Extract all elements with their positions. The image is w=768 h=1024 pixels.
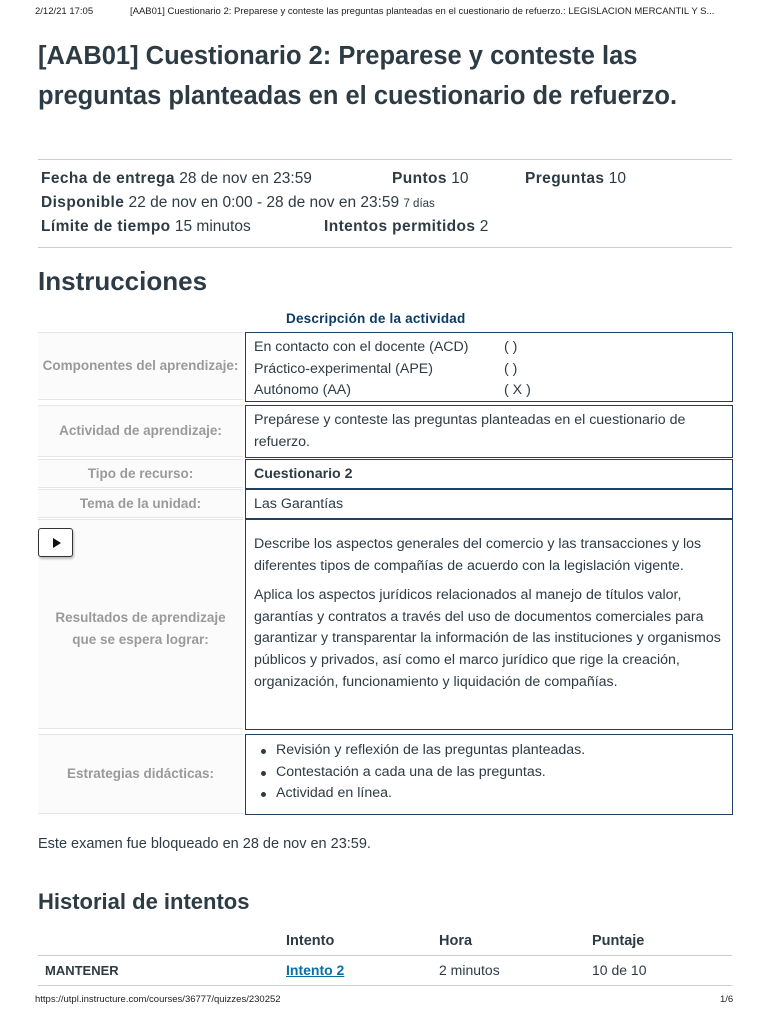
result-item: Aplica los aspectos jurídicos relacionados al manejo de títulos valor, garantías y contratos a través del uso de documentos comerciales para garantizar y transparentar la información de las instituciones y organismos públicos y privados, así como el marco jurídico que rige la creación, organización, funcionamiento y liquidación de compañías. <box>254 587 721 690</box>
col-time: Hora <box>439 933 473 949</box>
component-label: Autónomo (AA) <box>254 382 351 399</box>
topic-value: Las Garantías <box>245 489 733 519</box>
print-title: [AAB01] Cuestionario 2: Preparese y conteste las preguntas planteadas en el cuestionario de refuerzo.: LEGISLACION MERCANTIL Y S... <box>130 6 715 17</box>
due-value: 28 de nov en 23:59 <box>179 170 312 187</box>
col-score: Puntaje <box>592 933 645 949</box>
play-icon <box>53 538 61 548</box>
availability <box>41 194 435 212</box>
keep-label: MANTENER <box>45 963 119 978</box>
questions-label: Preguntas <box>525 170 605 187</box>
attempts-value: 2 <box>479 218 489 235</box>
locked-message: Este examen fue bloqueado en 28 de nov en 23:59. <box>38 836 371 852</box>
points-value: 10 <box>451 170 469 187</box>
table-row-divider <box>38 985 732 986</box>
allowed-attempts <box>324 218 488 236</box>
print-date: 2/12/21 17:05 <box>35 6 94 17</box>
strategies-list <box>254 740 724 805</box>
components-label: Componentes del aprendizaje: <box>38 332 243 400</box>
time-limit-value: 15 minutos <box>174 218 251 235</box>
strategy-item: Contestación a cada una de las preguntas. <box>254 762 724 784</box>
print-header <box>0 0 768 22</box>
time-limit-label: Límite de tiempo <box>41 218 171 235</box>
divider <box>38 159 732 160</box>
attempt-time: 2 minutos <box>439 962 500 978</box>
print-page-number: 1/6 <box>720 994 734 1005</box>
print-url: https://utpl.instructure.com/courses/36777/quizzes/230252 <box>35 994 281 1005</box>
component-mark: ( X ) <box>504 382 531 399</box>
activity-label: Actividad de aprendizaje: <box>38 405 243 457</box>
strategy-item: Actividad en línea. <box>254 783 724 805</box>
table-header-divider <box>38 955 732 956</box>
questions <box>525 170 626 188</box>
component-mark: ( ) <box>504 339 518 355</box>
results-label: Resultados de aprendizaje que se espera lograr: <box>38 519 243 729</box>
points <box>392 170 469 188</box>
available-days: 7 días <box>403 198 435 210</box>
available-value: 22 de nov en 0:00 - 28 de nov en 23:59 <box>128 194 400 211</box>
results-cell <box>245 519 733 730</box>
questions-value: 10 <box>608 170 626 187</box>
points-label: Puntos <box>392 170 447 187</box>
page-title: [AAB01] Cuestionario 2: Preparese y conteste las preguntas planteadas en el cuestionario de refuerzo. <box>38 42 678 110</box>
strategy-item: Revisión y reflexión de las preguntas planteadas. <box>254 740 724 762</box>
component-label: En contacto con el docente (ACD) <box>254 339 469 355</box>
divider <box>38 247 732 248</box>
activity-value: Prepárese y conteste las preguntas planteadas en el cuestionario de refuerzo. <box>245 405 733 458</box>
topic-label: Tema de la unidad: <box>38 489 243 518</box>
component-acd <box>254 337 724 359</box>
component-ape <box>254 359 724 381</box>
history-heading: Historial de intentos <box>38 889 250 914</box>
col-attempt: Intento <box>286 933 335 949</box>
instructions-heading: Instrucciones <box>38 266 208 296</box>
resource-value: Cuestionario 2 <box>245 459 733 489</box>
attempt-link[interactable]: Intento 2 <box>286 962 345 978</box>
due-label: Fecha de entrega <box>41 170 175 187</box>
component-mark: ( ) <box>504 360 518 377</box>
strategies-label: Estrategias didácticas: <box>38 734 243 814</box>
components-cell <box>245 332 733 402</box>
attempt-score: 10 de 10 <box>592 962 647 978</box>
resource-label: Tipo de recurso: <box>38 459 243 488</box>
time-limit <box>41 218 251 236</box>
available-label: Disponible <box>41 194 125 211</box>
due-date <box>41 170 312 188</box>
attempts-label: Intentos permitidos <box>324 218 476 235</box>
strategies-cell <box>245 734 733 815</box>
component-label: Práctico-experimental (APE) <box>254 360 433 377</box>
result-item: Describe los aspectos generales del comercio y las transacciones y los diferentes tipos de compañías de acuerdo con la legislación vigente. <box>254 536 702 574</box>
component-aa <box>254 380 724 402</box>
table-caption: Descripción de la actividad <box>286 311 466 326</box>
media-play-button[interactable] <box>38 528 73 557</box>
